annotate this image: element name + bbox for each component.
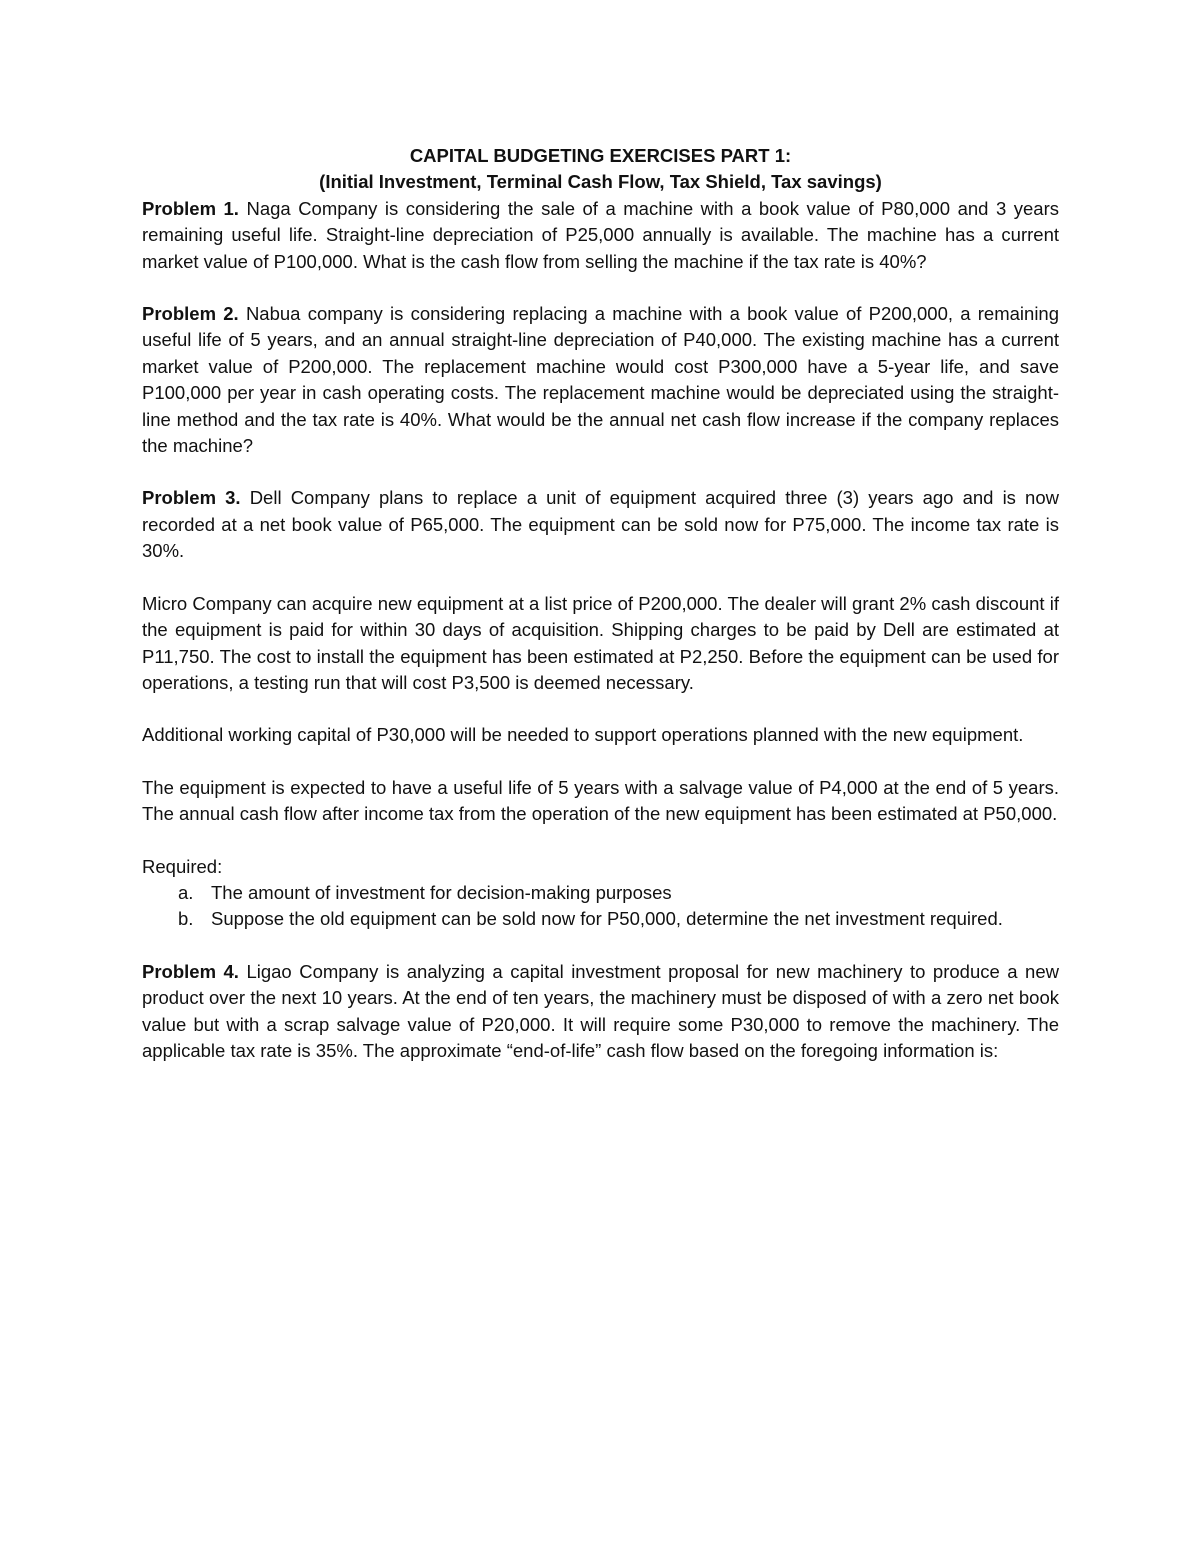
problem-1-text: Naga Company is considering the sale of a machine with a book value of P80,000 and 3 years remaining useful life. Straight-line depreciation of P25,000 annually is available. The machine has a current market value of P100,000. What is the cash flow from selling the machine if the tax rate is 40%?	[142, 197, 1059, 272]
required-item-b	[142, 906, 1059, 932]
problem-3-text: Dell Company plans to replace a unit of equipment acquired three (3) years ago and is now recorded at a net book value of P65,000. The equipment can be sold now for P75,000. The income tax rate is 30%.	[142, 487, 1059, 562]
required-label: Required:	[142, 855, 223, 877]
problem-3-paragraph-2: Micro Company can acquire new equipment at a list price of P200,000. The dealer will grant 2% cash discount if the equipment is paid for within 30 days of acquisition. Shipping charges to be paid by Dell are estimated at P11,750. The cost to install the equipment has been estimated at P2,250. Before the equipment can be used for operations, a testing run that will cost P3,500 is deemed necessary.	[142, 592, 1059, 693]
problem-3-label: Problem 3.	[142, 487, 241, 509]
required-list	[142, 880, 1059, 933]
problem-2	[142, 301, 1059, 459]
problem-4-text: Ligao Company is analyzing a capital investment proposal for new machinery to produce a new product over the next 10 years. At the end of ten years, the machinery must be disposed of with a zero net book value but with a scrap salvage value of P20,000. It will require some P30,000 to remove the machinery. The applicable tax rate is 35%. The approximate “end-of-life” cash flow based on the foregoing information is:	[142, 960, 1059, 1061]
required-item-b-marker: b.	[178, 908, 194, 930]
problem-1	[142, 196, 1059, 275]
problem-1-label: Problem 1.	[142, 197, 239, 219]
problem-3-paragraph-4: The equipment is expected to have a useful life of 5 years with a salvage value of P4,000 at the end of 5 years. The annual cash flow after income tax from the operation of the new equipment has been estimated at P50,000.	[142, 776, 1059, 825]
required-item-a	[142, 880, 1059, 906]
problem-2-text: Nabua company is considering replacing a machine with a book value of P200,000, a remaining useful life of 5 years, and an annual straight-line depreciation of P40,000. The existing machine has a current market value of P200,000. The replacement machine would cost P300,000 have a 5-year life, and save P100,000 per year in cash operating costs. The replacement machine would be depreciated using the straight-line method and the tax rate is 40%. What would be the annual net cash flow increase if the company replaces the machine?	[142, 303, 1060, 457]
required-item-a-marker: a.	[178, 881, 194, 903]
problem-4	[142, 959, 1059, 1065]
required-item-b-text: Suppose the old equipment can be sold now for P50,000, determine the net investment required.	[211, 908, 1003, 930]
problem-3-paragraph-3: Additional working capital of P30,000 will be needed to support operations planned with the new equipment.	[142, 724, 1024, 746]
required-item-a-text: The amount of investment for decision-making purposes	[211, 881, 672, 903]
problem-4-label: Problem 4.	[142, 960, 239, 982]
problem-2-label: Problem 2.	[142, 303, 239, 325]
document-page	[142, 143, 1059, 1064]
document-subtitle: (Initial Investment, Terminal Cash Flow, Tax Shield, Tax savings)	[319, 171, 882, 193]
problem-3	[142, 485, 1059, 564]
document-title: CAPITAL BUDGETING EXERCISES PART 1:	[409, 145, 792, 166]
